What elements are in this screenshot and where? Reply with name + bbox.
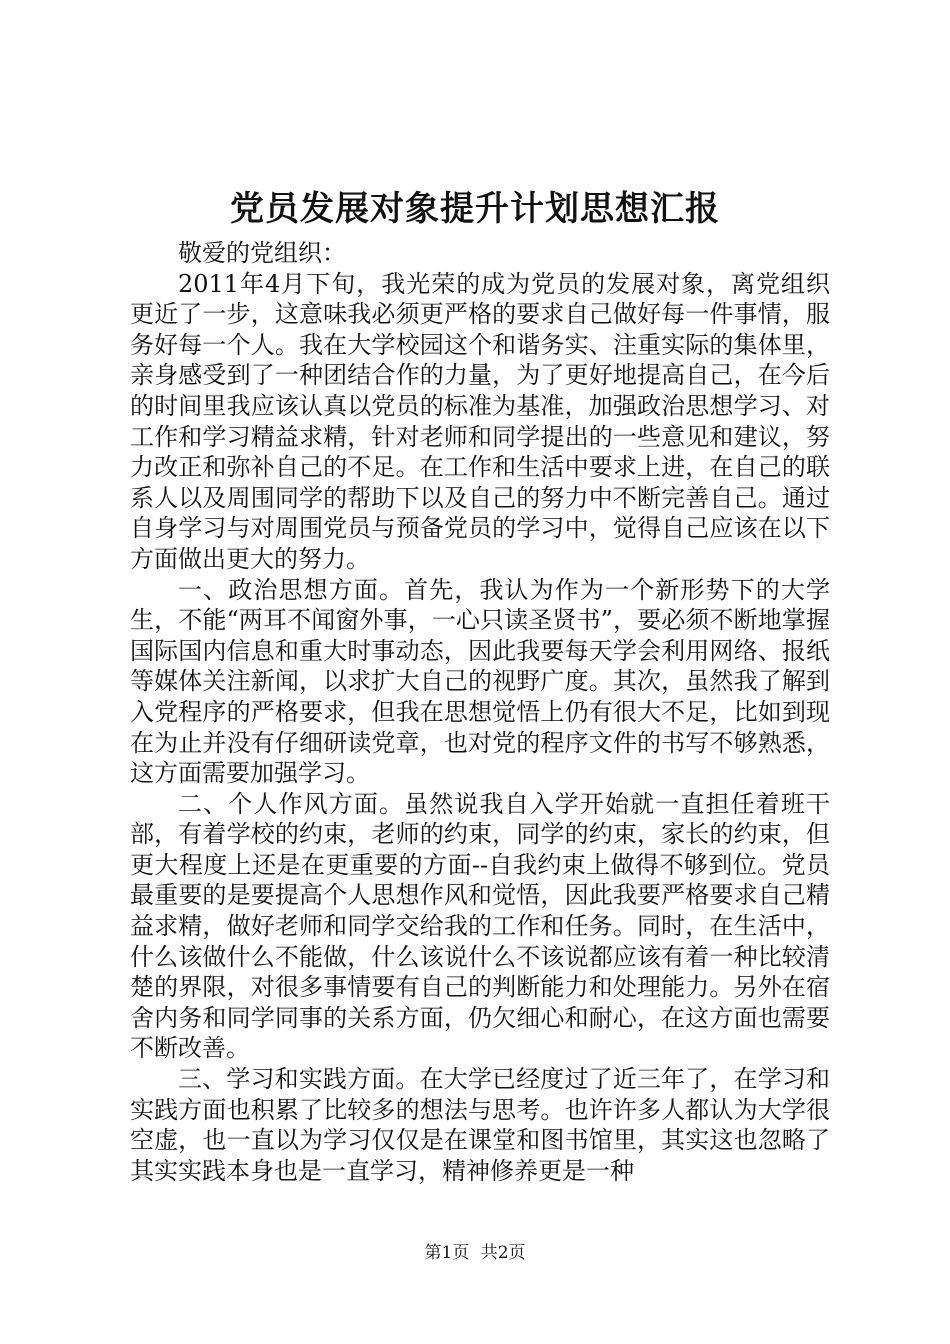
paragraph-study: 三、学习和实践方面。在大学已经度过了近三年了，在学习和实践方面也积累了比较多的想法与思考。也许许多人都认为大学很空虚，也一直以为学习仅仅是在课堂和图书馆里，其实这也忽略了其实实践本身也是一直学习，精神修养更是一种 xyxy=(130,1065,830,1185)
page-footer xyxy=(0,1242,950,1264)
page-total: 共2页 xyxy=(480,1243,526,1263)
document-title: 党员发展对象提升计划思想汇报 xyxy=(230,189,720,229)
paragraph-style: 二、个人作风方面。虽然说我自入学开始就一直担任着班干部，有着学校的约束，老师的约束，同学的约束，家长的约束，但更大程度上还是在更重要的方面--自我约束上做得不够到位。党员最重要的是要提高个人思想作风和觉悟，因此我要严格要求自己精益求精，做好老师和同学交给我的工作和任务。同时，在生活中，什么该做什么不能做，什么该说什么不该说都应该有着一种比较清楚的界限，对很多事情要有自己的判断能力和处理能力。另外在宿舍内务和同学同事的关系方面，仍欠细心和耐心，在这方面也需要不断改善。 xyxy=(130,789,830,1063)
paragraph-intro: 2011年4月下旬，我光荣的成为党员的发展对象，离党组织更近了一步，这意味我必须更严格的要求自己做好每一件事情，服务好每一个人。我在大学校园这个和谐务实、注重实际的集体里，亲身感受到了一种团结合作的力量，为了更好地提高自己，在今后的时间里我应该认真以党员的标准为基准，加强政治思想学习、对工作和学习精益求精，针对老师和同学提出的一些意见和建议，努力改正和弥补自己的不足。在工作和生活中要求上进，在自己的联系人以及周围同学的帮助下以及自己的努力中不断完善自己。通过自身学习与对周围党员与预备党员的学习中，觉得自己应该在以下方面做出更大的努力。 xyxy=(130,269,830,573)
document-body xyxy=(130,238,830,1186)
greeting: 敬爱的党组织： xyxy=(178,239,346,267)
page-number: 第1页 xyxy=(424,1243,470,1263)
paragraph-political: 一、政治思想方面。首先，我认为作为一个新形势下的大学生，不能“两耳不闻窗外事，一心只读圣贤书”，要必须不断地掌握国际国内信息和重大时事动态，因此我要每天学会利用网络、报纸等媒体关注新闻，以求扩大自己的视野广度。其次，虽然我了解到入党程序的严格要求，但我在思想觉悟上仍有很大不足，比如到现在为止并没有仔细研读党章，也对党的程序文件的书写不够熟悉，这方面需要加强学习。 xyxy=(130,575,830,788)
